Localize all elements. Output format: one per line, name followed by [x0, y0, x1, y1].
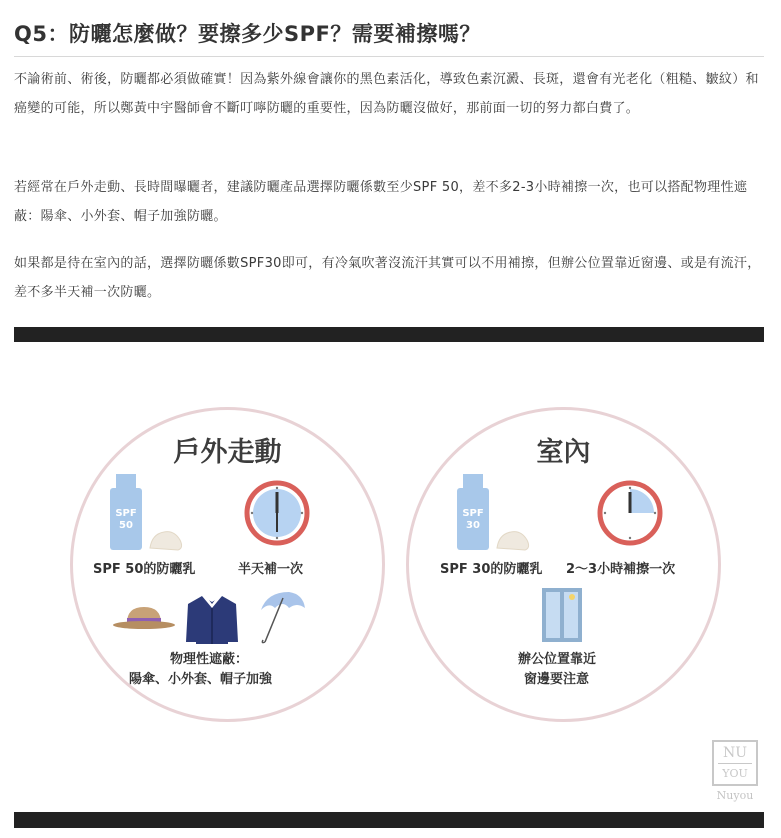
- hat-icon: [111, 603, 177, 633]
- outdoor-shield-items: 陽傘、小外套、帽子加強: [129, 672, 273, 687]
- paragraph-outdoor: 若經常在戶外走動、長時間曝曬者，建議防曬產品選擇防曬係數至少SPF 50，差不多2-3小時補擦一次，也可以搭配物理性遮蔽：陽傘、小外套、帽子加強防曬。: [14, 180, 748, 224]
- outdoor-reapply-caption: 半天補一次: [238, 562, 304, 577]
- indoor-window-line1: 辦公位置靠近: [518, 652, 597, 667]
- indoor-title: 室內: [536, 437, 591, 468]
- window-icon: [542, 588, 582, 642]
- nuyou-logo: [712, 740, 758, 786]
- article-heading: Q5：防曬怎麼做？要擦多少SPF？需要補擦嗎？: [14, 22, 481, 46]
- bottle-label-value: 30: [466, 520, 480, 531]
- bottle-label-spf: SPF: [115, 508, 137, 519]
- infographic-top-bar: [14, 327, 764, 342]
- logo-line1: NU: [722, 745, 748, 761]
- heading-divider: [14, 56, 764, 57]
- sunscreen-bottle-icon: [108, 472, 188, 552]
- sunscreen-bottle-icon: [455, 472, 535, 552]
- clock-icon: [244, 480, 310, 546]
- indoor-window-line2: 窗邊要注意: [524, 672, 590, 687]
- outdoor-product-caption: SPF 50的防曬乳: [93, 562, 196, 577]
- outdoor-shield-heading: 物理性遮蔽：: [170, 652, 249, 667]
- logo-line2: YOU: [718, 763, 752, 784]
- umbrella-icon: [255, 588, 307, 646]
- clock-icon: [597, 480, 663, 546]
- bottle-label-spf: SPF: [462, 508, 484, 519]
- paragraph-intro: 不論術前、術後，防曬都必須做確實！因為紫外線會讓你的黑色素活化，導致色素沉澱、長斑，還會有光老化（粗糙、皺紋）和癌變的可能，所以鄭黃中宇醫師會不斷叮嚀防曬的重要性，因為防曬沒做好，那前面一切的努力都白費了。: [14, 72, 759, 116]
- jacket-icon: [184, 594, 240, 646]
- logo-caption: Nuyou: [716, 789, 754, 802]
- paragraph-indoor: 如果都是待在室內的話，選擇防曬係數SPF30即可，有冷氣吹著沒流汗其實可以不用補擦，但辦公位置靠近窗邊、或是有流汗，差不多半天補一次防曬。: [14, 256, 761, 300]
- infographic-bottom-bar: [14, 812, 764, 828]
- indoor-reapply-caption: 2～3小時補擦一次: [566, 562, 676, 577]
- bottle-label-value: 50: [119, 520, 133, 531]
- indoor-product-caption: SPF 30的防曬乳: [440, 562, 543, 577]
- outdoor-title: 戶外走動: [173, 437, 282, 468]
